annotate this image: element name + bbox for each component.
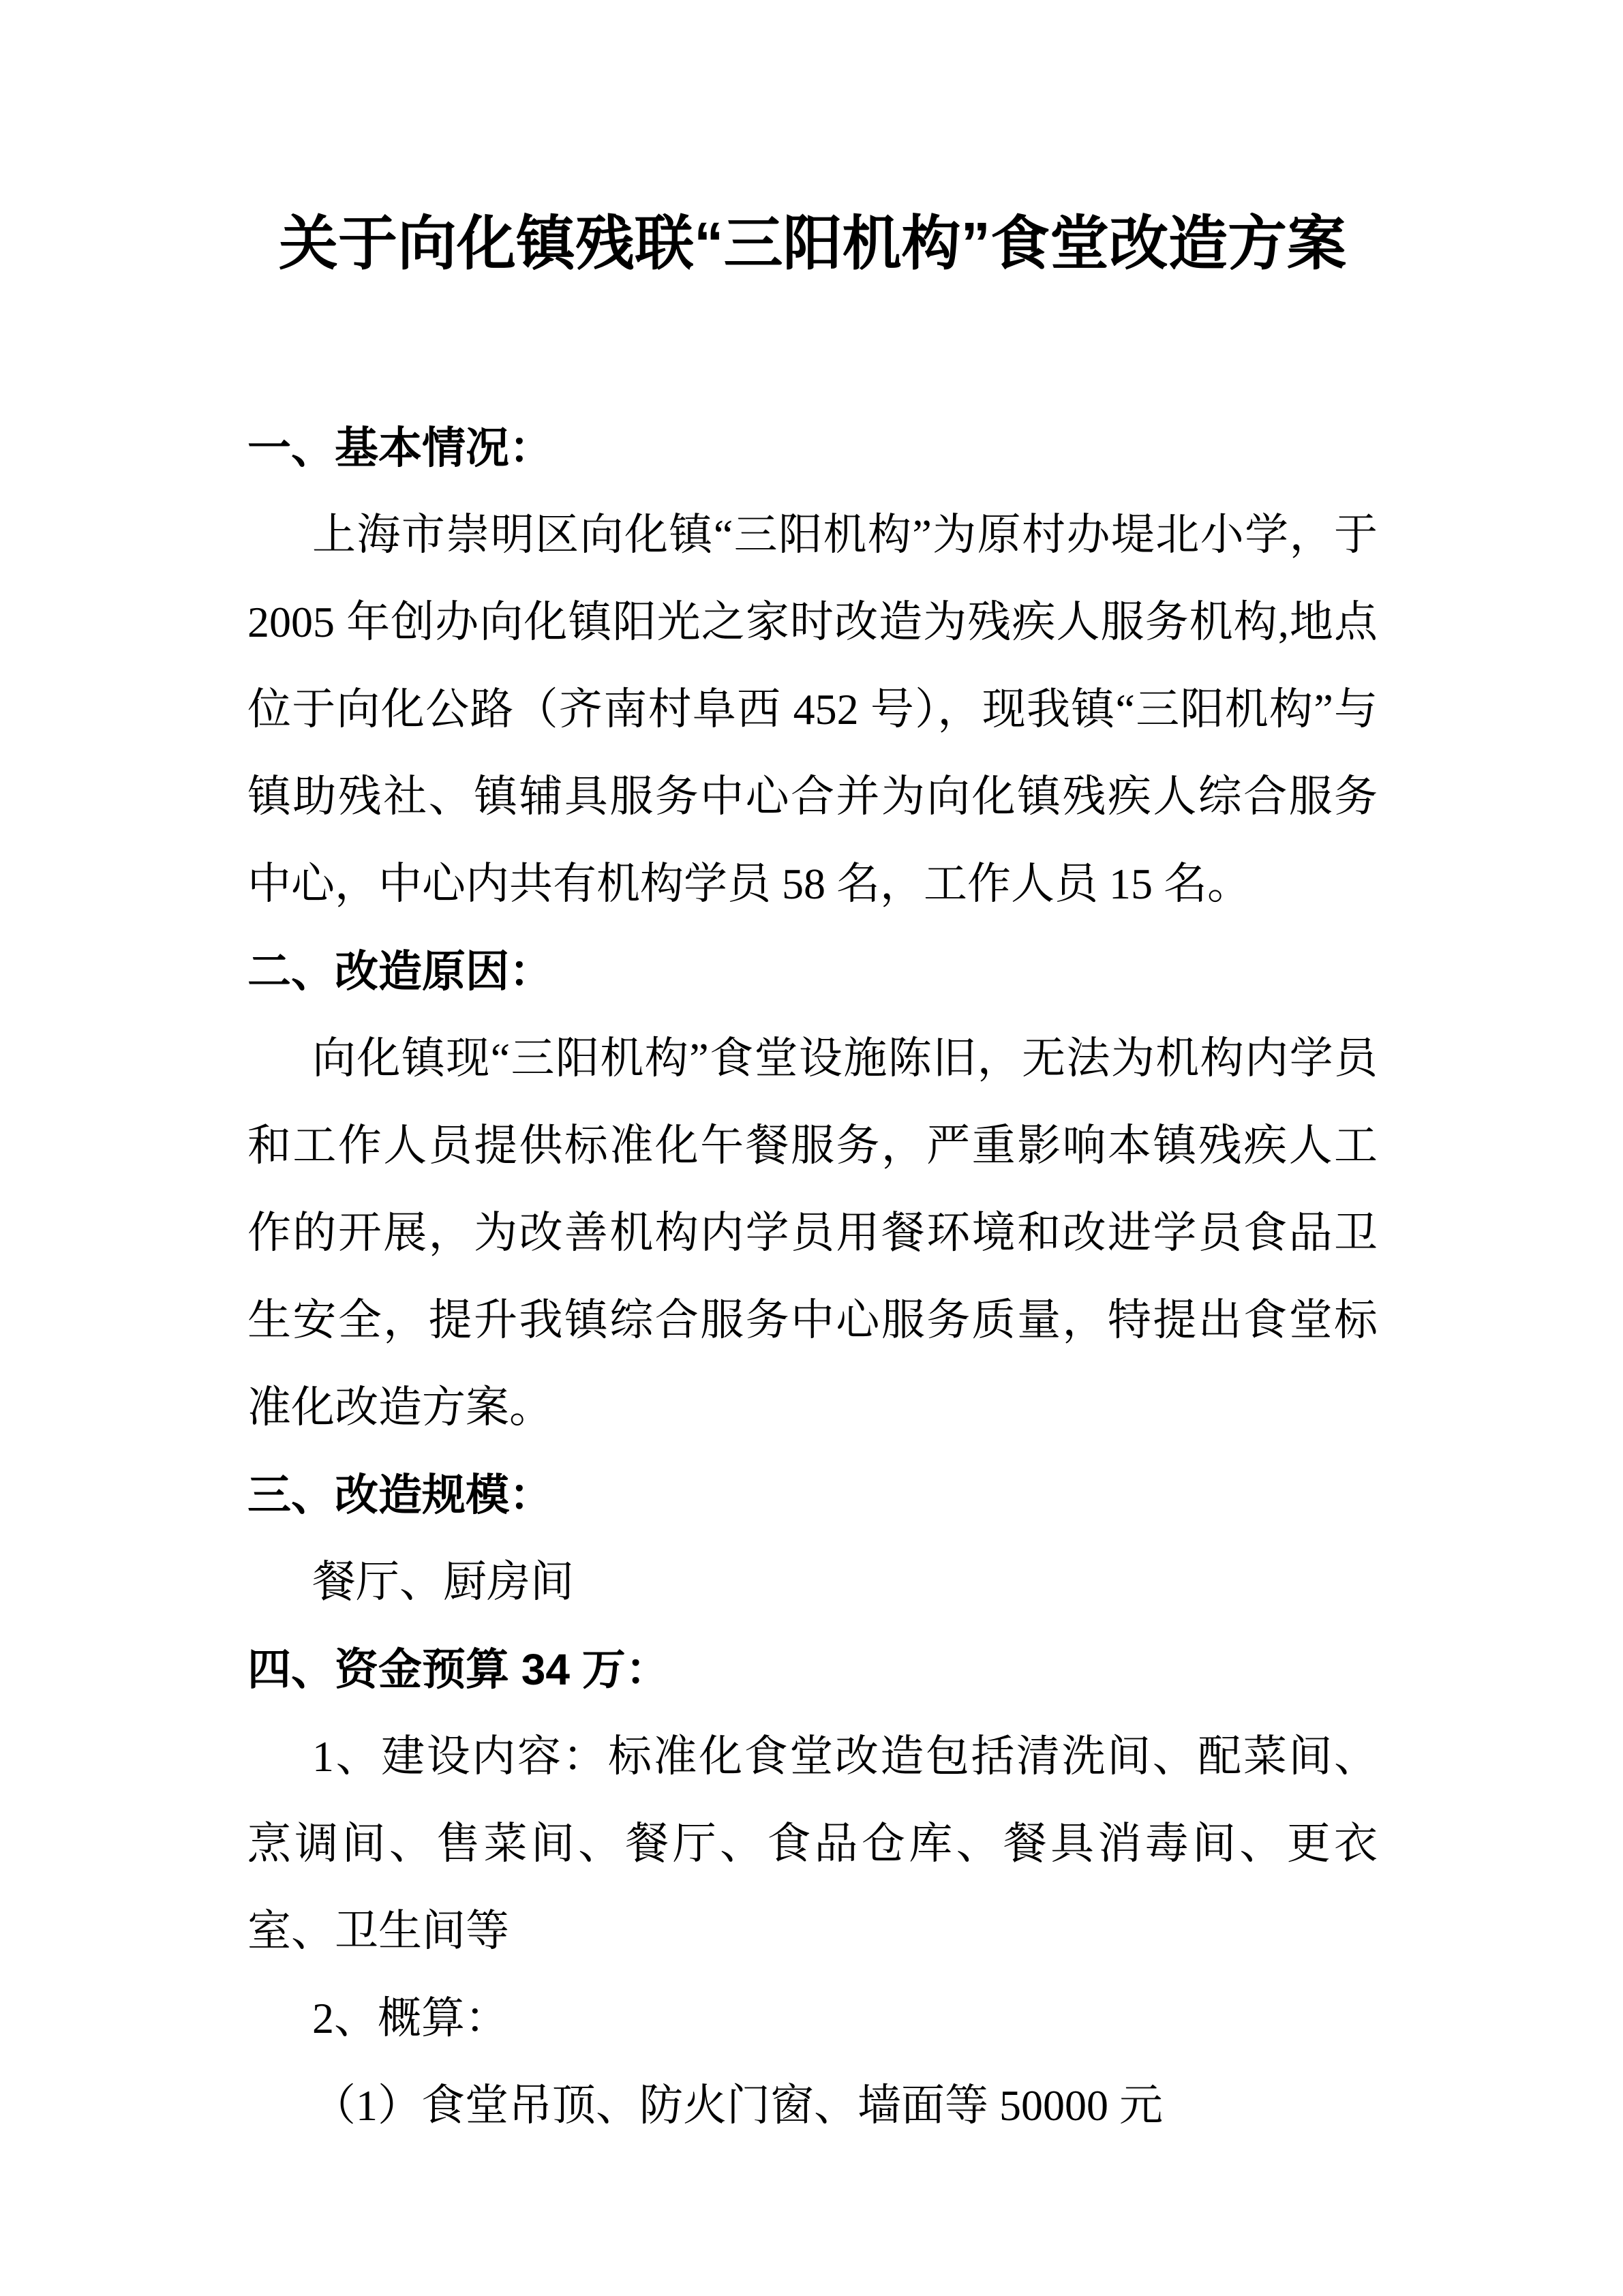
section-renovation-reason <box>247 928 1378 1451</box>
section-3-paragraph: 餐厅、厨房间 <box>312 1558 574 1606</box>
budget-item-estimate-1: （1）食堂吊顶、防火门窗、墙面等 50000 元 <box>312 2081 1163 2130</box>
section-2-paragraph: 向化镇现“三阳机构”食堂设施陈旧，无法为机构内学员和工作人员提供标准化午餐服务，严重影响本镇残疾人工作的开展，为改善机构内学员用餐环境和改进学员食品卫生安全，提升我镇综合服务中心服务质量，特提出食堂标准化改造方案。 <box>247 1034 1378 1432</box>
document-title: 关于向化镇残联“三阳机构”食堂改造方案 <box>279 211 1346 277</box>
section-renovation-scale <box>247 1451 1378 1626</box>
section-budget <box>247 1626 1378 2149</box>
budget-item-construction-content: 1、建设内容：标准化食堂改造包括清洗间、配菜间、烹调间、售菜间、餐厅、食品仓库、餐具消毒间、更衣室、卫生间等 <box>247 1732 1378 1955</box>
section-1-paragraph: 上海市崇明区向化镇“三阳机构”为原村办堤北小学，于 2005 年创办向化镇阳光之家时改造为残疾人服务机构,地点位于向化公路（齐南村阜西 452 号），现我镇“三阳机构”与镇助残社、镇辅具服务中心合并为向化镇残疾人综合服务中心，中心内共有机构学员 58 名，工作人员 15 名。 <box>247 511 1378 908</box>
document-content <box>247 0 1378 2149</box>
section-basic-info <box>247 404 1378 928</box>
section-3-heading: 三、改造规模： <box>247 1470 553 1520</box>
budget-item-estimate-label: 2、概算： <box>312 1994 509 2042</box>
section-2-heading: 二、改造原因： <box>247 947 553 996</box>
section-1-heading: 一、基本情况： <box>247 423 553 472</box>
section-4-heading: 四、资金预算 34 万： <box>247 1645 669 1694</box>
